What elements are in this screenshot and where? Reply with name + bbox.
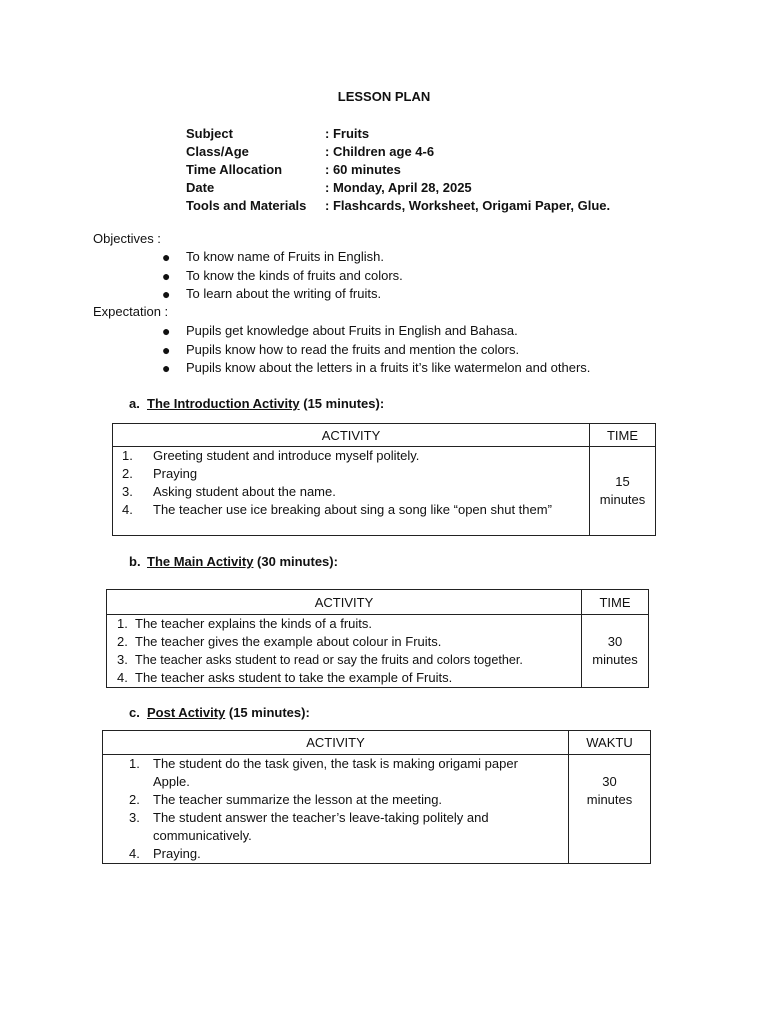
- expectation-label: Expectation :: [93, 304, 169, 319]
- info-value: : Children age 4-6: [325, 144, 435, 159]
- expectation-list: [162, 322, 590, 378]
- list-item: 4. The teacher use ice breaking about sing a song like “open shut them”: [122, 502, 552, 517]
- main-activity-table: [106, 589, 649, 688]
- info-row-subject: [186, 125, 610, 143]
- info-label: Time Allocation: [186, 162, 283, 177]
- list-item: 1. The teacher explains the kinds of a fruits.: [117, 616, 373, 631]
- page-title: LESSON PLAN: [337, 89, 431, 104]
- list-item: 1. Greeting student and introduce myself politely.: [122, 448, 420, 463]
- time-cell: 15 minutes: [590, 447, 656, 536]
- info-row-class-age: [186, 143, 610, 161]
- section-heading-introduction: a. The Introduction Activity (15 minutes):: [129, 396, 385, 411]
- info-row-date: [186, 179, 610, 197]
- column-header-time: TIME: [590, 424, 656, 447]
- objectives-label: Objectives :: [93, 231, 161, 246]
- post-activity-table: [102, 730, 651, 864]
- info-label: Subject: [186, 126, 233, 141]
- info-row-tools-materials: [186, 197, 610, 215]
- list-item: ● To know the kinds of fruits and colors.: [162, 267, 403, 284]
- info-value: : Monday, April 28, 2025: [325, 180, 472, 195]
- introduction-activity-table: [112, 423, 656, 536]
- bullet-icon: ●: [162, 267, 171, 284]
- list-item: ● To know name of Fruits in English.: [162, 249, 384, 265]
- list-item: 3. Asking student about the name.: [122, 484, 336, 499]
- list-item: 2. The teacher summarize the lesson at the meeting.: [129, 792, 443, 807]
- list-item: 3. The student answer the teacher’s leave-taking politely and communicatively.: [129, 810, 489, 843]
- list-item: 2. The teacher gives the example about colour in Fruits.: [117, 634, 442, 649]
- activity-cell: [103, 755, 569, 864]
- info-label: Date: [186, 180, 215, 195]
- list-item: 3. The teacher asks student to read or say the fruits and colors together.: [117, 652, 523, 667]
- bullet-icon: ●: [162, 323, 171, 339]
- bullet-icon: ●: [162, 286, 171, 302]
- list-item: ● Pupils get knowledge about Fruits in English and Bahasa.: [162, 323, 518, 339]
- list-item: ● Pupils know how to read the fruits and mention the colors.: [162, 341, 520, 358]
- info-value: : Flashcards, Worksheet, Origami Paper, Glue.: [325, 198, 611, 213]
- activity-cell: [107, 615, 582, 688]
- info-row-time-allocation: [186, 161, 610, 179]
- activity-cell: [113, 447, 590, 536]
- info-label: Tools and Materials: [186, 198, 307, 213]
- section-heading-main: b. The Main Activity (30 minutes):: [129, 554, 338, 569]
- list-item: 4. Praying.: [129, 846, 201, 861]
- time-cell: 30 minutes: [582, 615, 649, 688]
- info-block: [186, 125, 610, 215]
- column-header-activity: ACTIVITY: [103, 731, 569, 755]
- bullet-icon: ●: [162, 360, 171, 376]
- column-header-time: TIME: [582, 590, 649, 615]
- column-header-activity: ACTIVITY: [107, 590, 582, 615]
- list-item: 1. The student do the task given, the task is making origami paper Apple.: [129, 756, 518, 789]
- info-value: : 60 minutes: [325, 162, 401, 177]
- info-label: Class/Age: [186, 144, 249, 159]
- column-header-activity: ACTIVITY: [113, 424, 590, 447]
- info-value: : Fruits: [325, 126, 370, 141]
- list-item: ● Pupils know about the letters in a fruits it’s like watermelon and others.: [162, 360, 591, 376]
- objectives-list: [162, 248, 403, 304]
- bullet-icon: ●: [162, 249, 171, 265]
- column-header-waktu: WAKTU: [569, 731, 651, 755]
- section-heading-post: c. Post Activity (15 minutes):: [129, 705, 310, 720]
- list-item: 4. The teacher asks student to take the example of Fruits.: [117, 670, 453, 685]
- time-cell: 30 minutes: [569, 755, 651, 864]
- list-item: ● To learn about the writing of fruits.: [162, 286, 382, 302]
- bullet-icon: ●: [162, 341, 171, 358]
- list-item: 2. Praying: [122, 466, 198, 481]
